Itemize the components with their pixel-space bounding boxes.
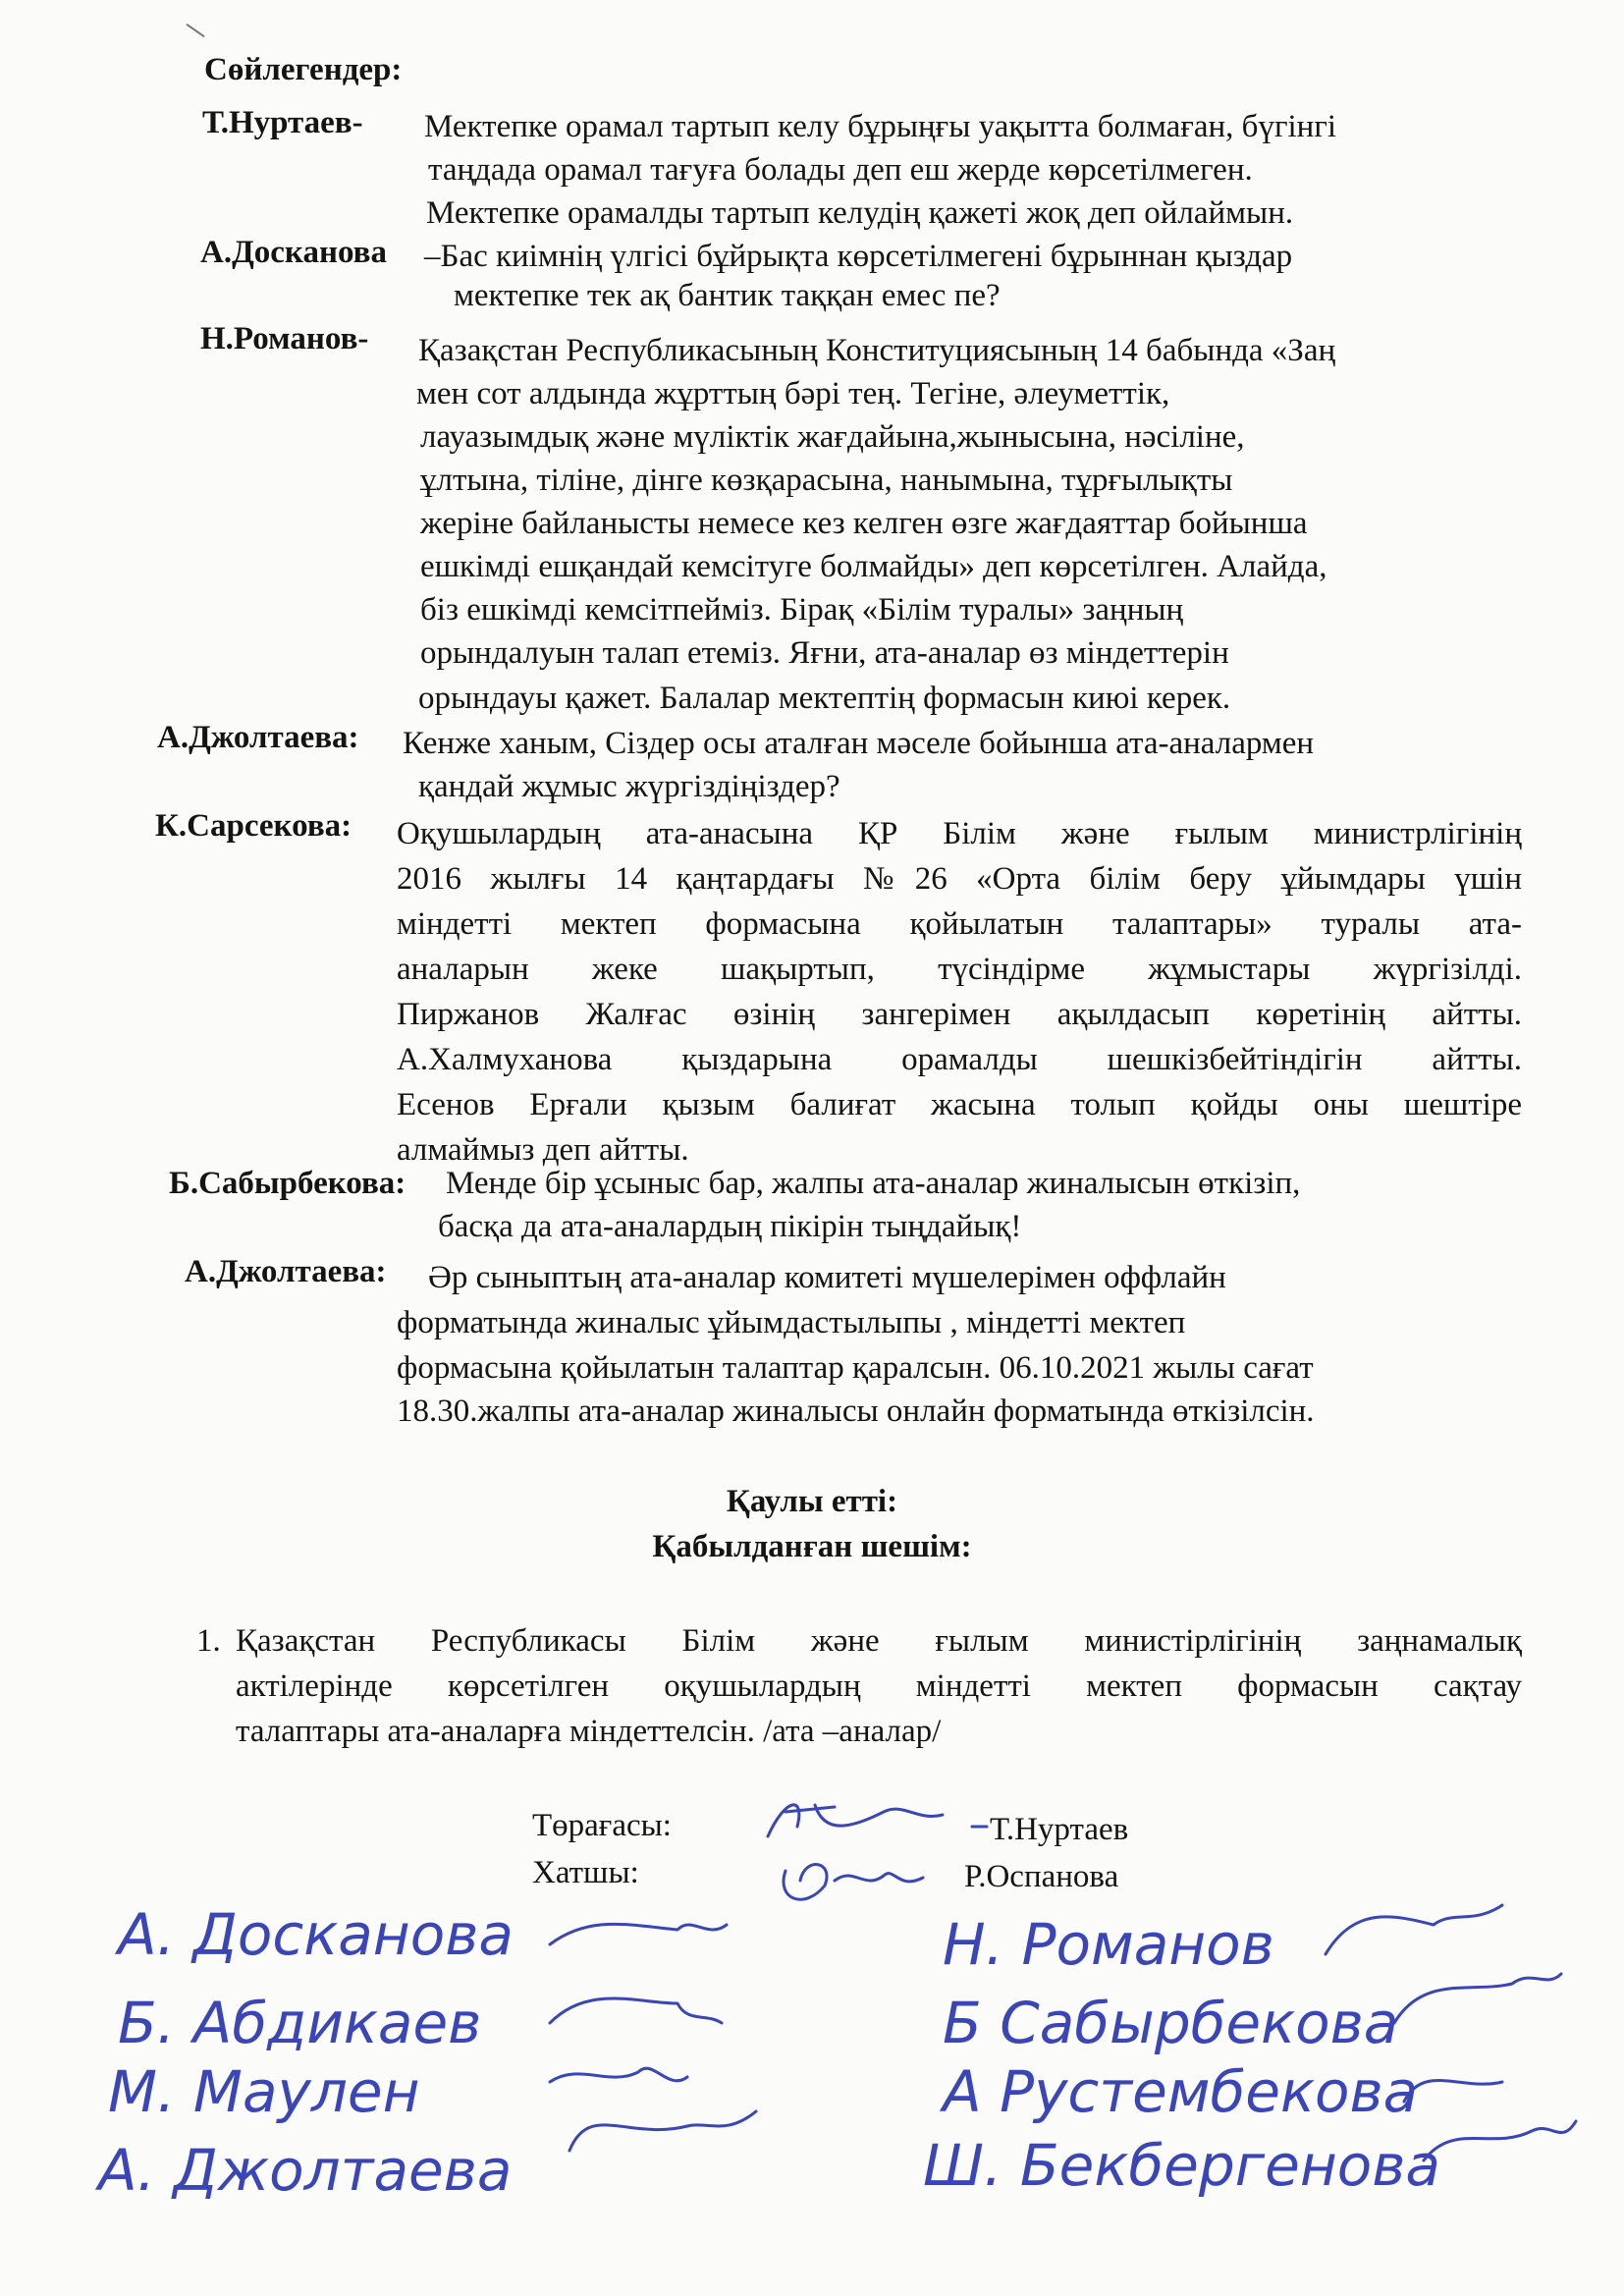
speech-line: 18.30.жалпы ата-аналар жиналысы онлайн форматында өткізілсін.	[397, 1394, 1315, 1429]
resolution-item-number: 1.	[196, 1623, 221, 1659]
chair-name: Т.Нуртаев	[990, 1812, 1129, 1847]
speech-line: ешкімді ешқандай кемсітуге болмайды» деп көрсетілген. Алайда,	[420, 549, 1327, 584]
speech-line: орындалуын талап етеміз. Яғни, ата-аналар өз міндеттерін	[420, 635, 1229, 671]
speech-line: жеріне байланысты немесе кез келген өзге жағдаяттар бойынша	[420, 506, 1308, 541]
section-heading: Сөйлегендер:	[204, 52, 403, 87]
handwritten-name: Б. Абдикаев	[118, 1990, 482, 2056]
handwritten-name: М. Маулен	[108, 2058, 420, 2125]
resolution-item-line: талаптары ата-аналарға міндеттелсін. /ата –аналар/	[236, 1714, 942, 1749]
speech-line: ұлтына, тіліне, дінге көзқарасына, нанымына, тұрғылықты	[420, 463, 1233, 498]
signature-scribble	[1326, 1905, 1502, 1954]
speech-line: А.Халмуханова қыздарына орамалды шешкізбейтіндігін айтты.	[397, 1042, 1522, 1077]
signature-scribble	[569, 2111, 756, 2151]
speech-line: –Бас киімнің үлгісі бұйрықта көрсетілмегені бұрыннан қыздар	[424, 239, 1293, 274]
speech-line: Кенже ханым, Сіздер осы аталған мәселе бойынша ата-аналармен	[403, 726, 1315, 761]
speech-line: Қазақстан Республикасының Конституциясының 14 бабында «Заң	[418, 333, 1336, 368]
speech-line: Менде бір ұсыныс бар, жалпы ата-аналар жиналысын өткізіп,	[446, 1166, 1301, 1201]
handwritten-name: Б Сабырбекова	[943, 1990, 1399, 2056]
speech-line: мектепке тек ақ бантик таққан емес пе?	[454, 278, 1001, 313]
secretary-name: Р.Оспанова	[964, 1859, 1119, 1894]
resolution-title: Қаулы етті:	[726, 1484, 898, 1519]
speech-line: Оқушылардың ата-анасына ҚР Білім және ғылым министрлігінің	[397, 816, 1522, 851]
signature-scribble	[550, 2068, 687, 2082]
speech-line: Мектепке орамал тартып келу бұрыңғы уақытта болмаған, бүгінгі	[424, 109, 1337, 144]
speech-line: қандай жұмыс жүргіздіңіздер?	[418, 769, 840, 804]
speaker-label: Б.Сабырбекова:	[169, 1166, 406, 1201]
speech-line: Әр сыныптың ата-аналар комитеті мүшелерімен оффлайн	[428, 1260, 1226, 1295]
handwritten-name: А. Джолтаева	[98, 2137, 513, 2204]
speaker-label: Н.Романов-	[200, 321, 369, 356]
signature-scribble	[550, 1924, 727, 1944]
signature-scribble	[1404, 2080, 1502, 2102]
speech-line: таңдада орамал тағуға болады деп еш жерде көрсетілмеген.	[428, 152, 1253, 188]
speech-line: 2016 жылғы 14 қаңтардағы №26 «Орта білім беру ұйымдары үшін	[397, 861, 1522, 897]
secretary-signature	[784, 1865, 923, 1900]
speech-line: міндетті мектеп формасына қойылатын талаптары» туралы ата-	[397, 906, 1522, 942]
signature-scribble	[1424, 2121, 1576, 2160]
resolution-subtitle: Қабылданған шешім:	[652, 1529, 972, 1564]
speech-line: орындауы қажет. Балалар мектептің формасын киюі керек.	[418, 681, 1231, 716]
speech-line: аналарын жеке шақыртып, түсіндірме жұмыстары жүргізілді.	[397, 952, 1522, 987]
chair-signature	[768, 1805, 987, 1836]
signature-scribble	[550, 1998, 722, 2023]
resolution-item-line: Қазақстан Республикасы Білім және ғылым министірлігінің заңнамалық	[236, 1623, 1522, 1659]
speech-line: лауазымдық және мүліктік жағдайына,жынысына, нәсіліне,	[420, 419, 1245, 455]
handwritten-name: А Рустембекова	[943, 2058, 1419, 2125]
speech-line: Мектепке орамалды тартып келудің қажеті жоқ деп ойлаймын.	[426, 195, 1294, 231]
handwritten-name: Ш. Бекбергенова	[923, 2132, 1440, 2199]
secretary-label: Хатшы:	[532, 1855, 639, 1890]
speech-line: басқа да ата-аналардың пікірін тыңдайық!	[438, 1209, 1022, 1244]
speech-line: формасына қойылатын талаптар қаралсын. 06.10.2021 жылы сағат	[397, 1350, 1314, 1386]
chair-label: Төрағасы:	[532, 1808, 672, 1843]
signature-scribble	[1394, 1974, 1561, 2023]
speech-line: форматында жиналыс ұйымдастылыпы , міндетті мектеп	[397, 1305, 1186, 1340]
speaker-label: А.Досканова	[200, 235, 387, 270]
speaker-label: Т.Нуртаев-	[202, 105, 363, 140]
speaker-label: К.Сарсекова:	[155, 808, 352, 844]
speech-line: біз ешкімді кемсітпейміз. Бірақ «Білім туралы» заңның	[420, 592, 1184, 628]
handwritten-name: Н. Романов	[943, 1911, 1274, 1978]
speech-line: Пиржанов Жалғас өзінің зангерімен ақылдасып көретінің айтты.	[397, 997, 1522, 1032]
speech-line: мен сот алдында жұрттың бәрі тең. Тегіне, әлеуметтік,	[416, 376, 1170, 411]
speech-line: алмаймыз деп айтты.	[397, 1132, 689, 1168]
speaker-label: А.Джолтаева:	[185, 1254, 387, 1289]
scan-mark	[186, 24, 204, 37]
speaker-label: А.Джолтаева:	[157, 720, 359, 755]
resolution-item-line: актілерінде көрсетілген оқушылардың міндетті мектеп формасын сақтау	[236, 1668, 1522, 1704]
speech-line: Есенов Ерғали қызым балиғат жасына толып қойды оны шештіре	[397, 1087, 1522, 1122]
handwritten-name: А. Досканова	[118, 1901, 514, 1968]
